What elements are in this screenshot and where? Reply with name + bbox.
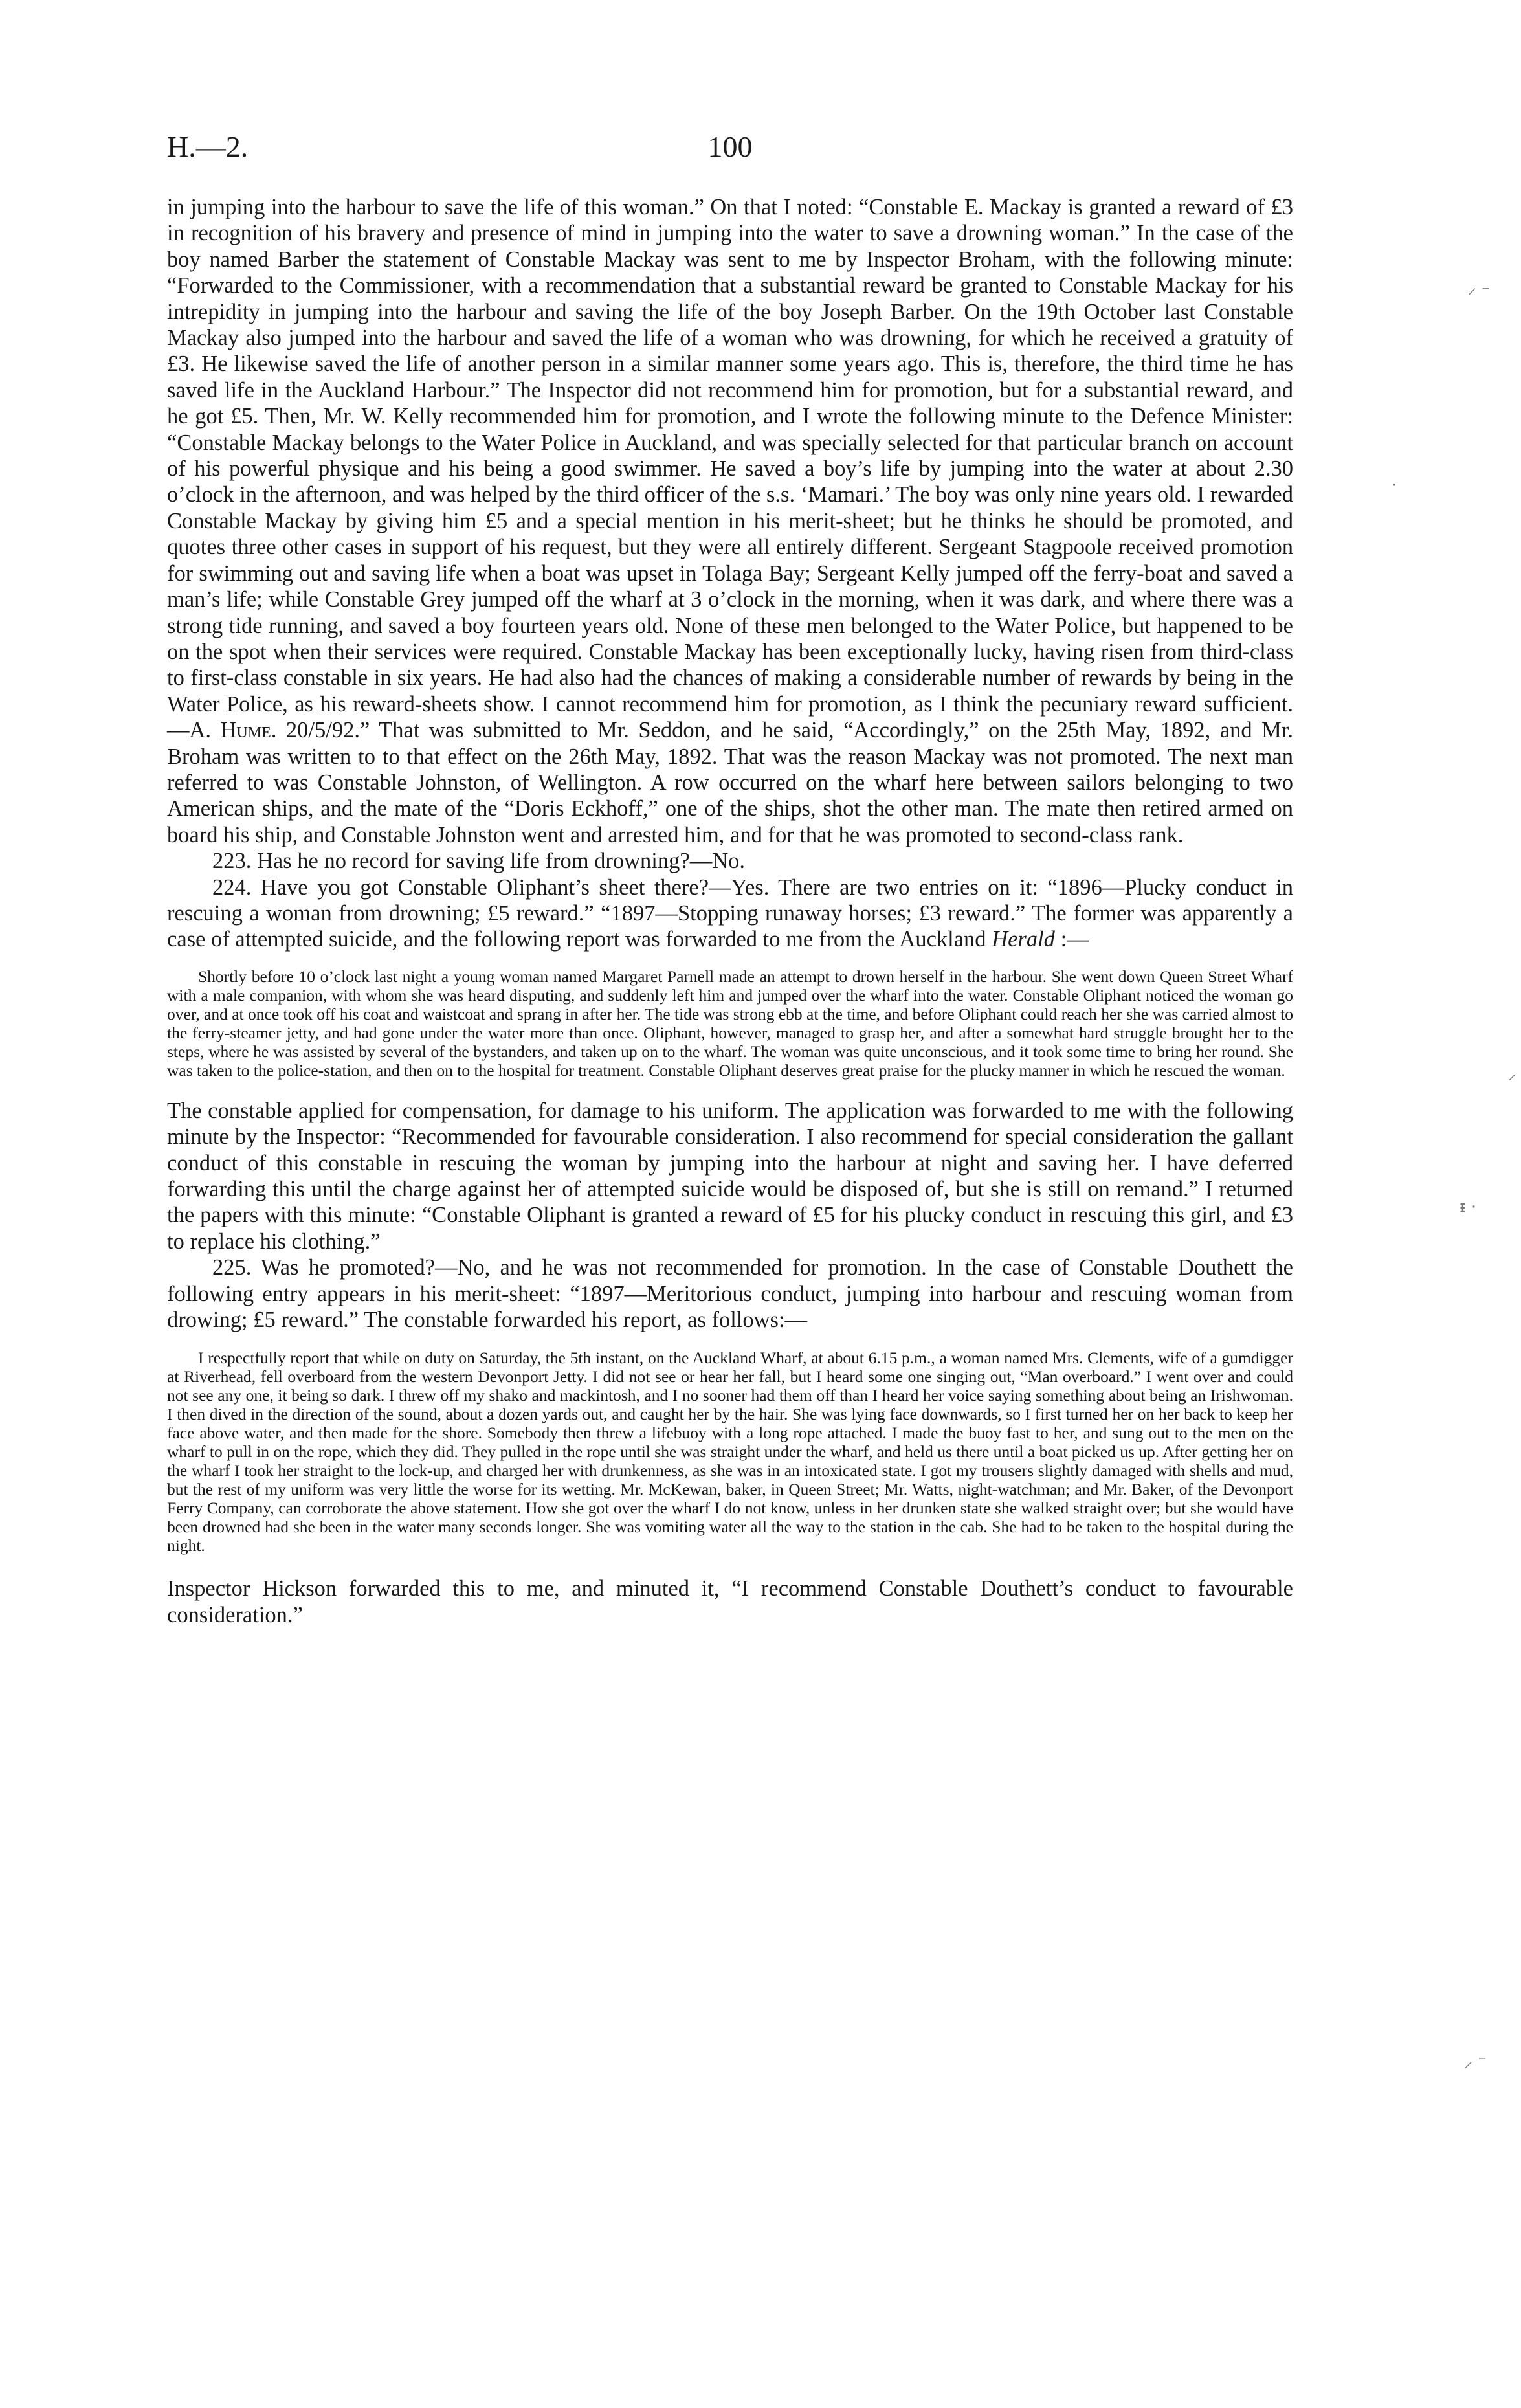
douthett-report: I respectfully report that while on duty on Saturday, the 5th instant, on the Auckland Wharf, at about 6.15 p.m., a woman named Mrs. Clements, wife of a gumdigger at Riverhead, fell overboard from the western Devonport Jetty. I did not see or hear her fall, but I heard some one singing out, “Man overboard.” I went over and could not see any one, it being so dark. I threw off my shako and mackintosh, and I no sooner had them off than I heard her voice saying something about being an Irishwoman. I then dived in the direction of the sound, about a dozen yards out, and caught her by the hair. She was lying face downwards, so I first turned her on her back to keep her face above water, and then made for the shore. Somebody then threw a lifebuoy with a long rope attached. I made the buoy fast to her, and sung out to the men on the wharf to pull in on the rope, which they did. They pulled in the rope until she was straight under the wharf, and held us there until a boat picked us up. After getting her on the wharf I took her straight to the lock-up, and charged her with drunkenness, as she was in an intoxicated state. I got my trousers slightly damaged with shells and mud, but the rest of my uniform was very little the worse for its wetting. Mr. McKewan, baker, in Queen Street; Mr. Watts, night-watchman; and Mr. Baker, of the Devonport Ferry Company, can corroborate the above statement. How she got over the wharf I do not know, unless in her drunken state she walked straight over; but she would have been drowned had she been in the water many seconds longer. She was vomiting water all the way to the station in the cab. She had to be taken to the hospital during the night.	[167, 1348, 1293, 1555]
question-224-text: 224. Have you got Constable Oliphant’s sheet there?—Yes. There are two entries on it: “1896—Plucky conduct in rescuing a woman from drowning; £5 reward.” “1897—Stopping runaway horses; £3 reward.” The former was apparently a case of attempted suicide, and the following report was forwarded to me from the Auckland	[167, 875, 1293, 952]
margin-mark: ᵻ ·	[1460, 1198, 1477, 1217]
paragraph-oliphant-compensation: The constable applied for compensation, for damage to his uniform. The application was forwarded to me with the following minute by the Inspector: “Recommended for favourable consideration. I also recommend for special consideration the gallant conduct of this constable in rescuing the woman by jumping into the harbour at night and saving her. I have deferred forwarding this until the charge against her of attempted suicide would be disposed of, but she is still on remand.” I returned the papers with this minute: “Constable Oliphant is granted a reward of £5 for his plucky conduct in rescuing this girl, and £3 to replace his clothing.”	[167, 1098, 1293, 1254]
question-225: 225. Was he promoted?—No, and he was not recommended for promotion. In the case of Constable Douthett the following entry appears in his merit-sheet: “1897—Meritorious conduct, jumping into harbour and rescuing woman from drowing; £5 reward.” The constable forwarded his report, as follows:—	[167, 1255, 1293, 1333]
paragraph-hickson: Inspector Hickson forwarded this to me, and minuted it, “I recommend Constable Douthett’s conduct to favourable consideration.”	[167, 1576, 1293, 1627]
margin-mark: ⸝ ⁻	[1464, 2052, 1487, 2071]
question-224-end: :—	[1060, 927, 1089, 952]
margin-mark: ·	[1392, 476, 1397, 495]
signature-prefix: —A.	[167, 718, 221, 743]
page-header	[167, 129, 1293, 168]
herald-extract: Shortly before 10 o’clock last night a young woman named Margaret Parnell made an attempt to drown herself in the harbour. She went down Queen Street Wharf with a male companion, with whom she was heard disputing, and suddenly left him and jumped over the wharf into the water. Constable Oliphant noticed the woman go over, and at once took off his coat and waistcoat and sprang in after her. The tide was strong ebb at the time, and before Oliphant could reach her she was carried almost to the ferry-steamer jetty, and had gone under the water more than once. Oliphant, however, managed to grasp her, and after a somewhat hard struggle brought her to the steps, where he was assisted by several of the bystanders, and taken up on to the wharf. The woman was quite unconscious, and it took some time to bring her round. She was taken to the police-station, and then on to the hospital for treatment. Constable Oliphant deserves great praise for the plucky manner in which he rescued the woman.	[167, 966, 1293, 1080]
signature-name: Hume	[220, 718, 271, 743]
question-224	[167, 875, 1293, 953]
margin-mark: ⸝ –	[1468, 278, 1491, 298]
herald-title: Herald	[992, 927, 1055, 952]
paragraph-text-continued: . 20/5/92.” That was submitted to Mr. Seddon, and he said, “Accordingly,” on the 25th May, 1892, and Mr. Broham was written to to that effect on the 26th May, 1892. That was the reason Mackay was not promoted. The next man referred to was Constable Johnston, of Wellington. A row occurred on the wharf here between sailors belonging to two American ships, and the mate of the “Doris Eckhoff,” one of the ships, shot the other man. The mate then retired armed on board his ship, and Constable Johnston went and arrested him, and for that he was promoted to second-class rank.	[167, 718, 1293, 847]
paragraph-text: in jumping into the harbour to save the life of this woman.” On that I noted: “Constable E. Mackay is granted a reward of £3 in recognition of his bravery and presence of mind in jumping into the water to save a drowning woman.” In the case of the boy named Barber the statement of Constable Mackay was sent to me by Inspector Broham, with the following minute: “Forwarded to the Commissioner, with a recommendation that a substantial reward be granted to Constable Mackay for his intrepidity in jumping into the harbour and saving the life of the boy Joseph Barber. On the 19th October last Constable Mackay also jumped into the harbour and saved the life of a woman who was drowning, for which he received a gratuity of £3. He likewise saved the life of another person in a similar manner some years ago. This is, therefore, the third time he has saved life in the Auckland Harbour.” The Inspector did not recommend him for promotion, but for a substantial reward, and he got £5. Then, Mr. W. Kelly recommended him for promotion, and I wrote the following minute to the Defence Minister: “Constable Mackay belongs to the Water Police in Auckland, and was specially selected for that particular branch on account of his powerful physique and his being a good swimmer. He saved a boy’s life by jumping into the water at about 2.30 o’clock in the afternoon, and was helped by the third officer of the s.s. ‘Mamari.’ The boy was only nine years old. I rewarded Constable Mackay by giving him £5 and a special mention in his merit-sheet; but he thinks he should be promoted, and quotes three other cases in support of his request, but they were all entirely different. Sergeant Stagpoole received promotion for swimming out and saving life when a boat was upset in Tolaga Bay; Sergeant Kelly jumped off the ferry-boat and saved a man’s life; while Constable Grey jumped off the wharf at 3 o’clock in the morning, when it was dark, and where there was a strong tide running, and saved a boy fourteen years old. None of these men belonged to the Water Police, but happened to be on the spot when their services were required. Constable Mackay has been exceptionally lucky, having risen from third-class to first-class constable in six years. He had also had the chances of making a considerable number of rewards by being in the Water Police, as his reward-sheets show. I cannot recommend him for promotion, as I think the pecuniary reward sufficient.	[167, 195, 1293, 717]
document-reference: H.—2.	[167, 130, 249, 163]
margin-mark: ⸍	[1508, 1071, 1517, 1091]
paragraph-mackay	[167, 194, 1293, 848]
page-number: 100	[707, 130, 753, 163]
page-body	[167, 194, 1293, 1628]
question-223: 223. Has he no record for saving life from drowning?—No.	[212, 849, 745, 874]
